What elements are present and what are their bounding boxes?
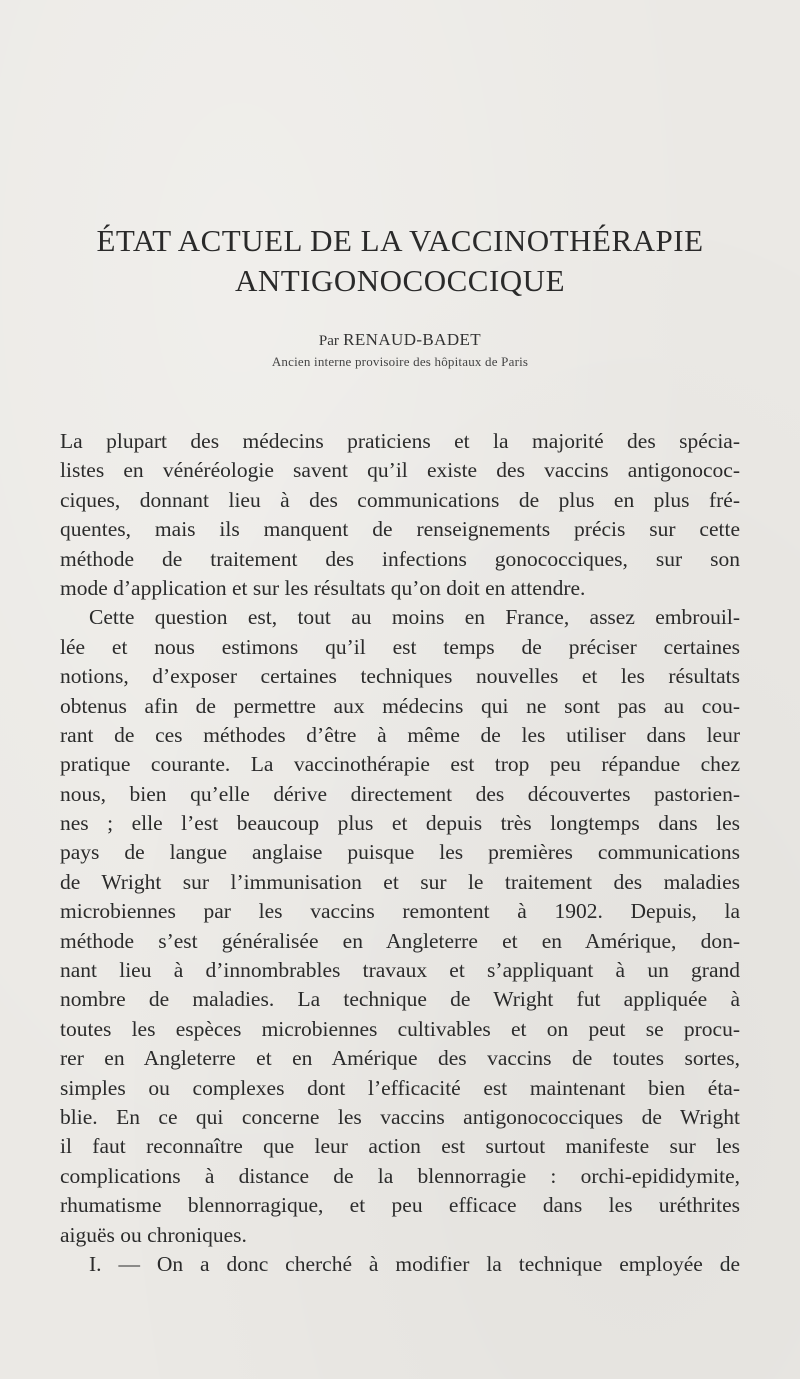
text-line: blie. En ce qui concerne les vaccins antigonococciques de Wright bbox=[60, 1104, 740, 1129]
text-line: nes ; elle l’est beaucoup plus et depuis très longtemps dans les bbox=[60, 811, 740, 836]
text-line: obtenus afin de permettre aux médecins qui ne sont pas au cou- bbox=[60, 693, 740, 718]
text-line: aiguës ou chroniques. bbox=[60, 1222, 247, 1247]
text-line: La plupart des médecins praticiens et la majorité des spécia- bbox=[60, 429, 740, 453]
text-line: méthode s’est généralisée en Angleterre et en Amérique, don- bbox=[60, 928, 740, 953]
text-line: microbiennes par les vaccins remontent à 1902. Depuis, la bbox=[60, 899, 740, 924]
article-body bbox=[60, 427, 740, 1279]
text-line: il faut reconnaître que leur action est surtout manifeste sur les bbox=[60, 1134, 740, 1159]
text-line: pays de langue anglaise puisque les premières communications bbox=[60, 840, 740, 865]
text-line: mode d’application et sur les résultats qu’on doit en attendre. bbox=[60, 575, 586, 600]
text-line: I. — On a donc cherché à modifier la technique employée de bbox=[89, 1251, 740, 1276]
text-line: ciques, donnant lieu à des communications de plus en plus fré- bbox=[60, 487, 740, 512]
text-line: de Wright sur l’immunisation et sur le traitement des maladies bbox=[60, 869, 740, 894]
text-line: pratique courante. La vaccinothérapie est trop peu répandue chez bbox=[60, 752, 740, 777]
byline-prefix: Par bbox=[318, 333, 339, 349]
text-line: méthode de traitement des infections gonococciques, sur son bbox=[60, 546, 740, 571]
text-line: lée et nous estimons qu’il est temps de préciser certaines bbox=[60, 634, 740, 659]
text-line: nant lieu à d’innombrables travaux et s’appliquant à un grand bbox=[60, 958, 740, 983]
author-affiliation: Ancien interne provisoire des hôpitaux de Paris bbox=[271, 354, 529, 369]
author-name: RENAUD-BADET bbox=[343, 330, 482, 349]
text-line: listes en vénéréologie savent qu’il existe des vaccins antigonococ- bbox=[60, 458, 740, 483]
text-line: quentes, mais ils manquent de renseignements précis sur cette bbox=[60, 517, 740, 542]
text-line: notions, d’exposer certaines techniques nouvelles et les résultats bbox=[60, 664, 740, 689]
text-line: nous, bien qu’elle dérive directement des découvertes pastorien- bbox=[60, 781, 740, 806]
article-title-line-2: ANTIGONOCOCCIQUE bbox=[234, 263, 566, 298]
text-line: complications à distance de la blennorragie : orchi-epididymite, bbox=[60, 1163, 740, 1188]
text-line: toutes les espèces microbiennes cultivables et on peut se procu- bbox=[60, 1016, 740, 1041]
text-line: rer en Angleterre et en Amérique des vaccins de toutes sortes, bbox=[60, 1046, 740, 1071]
text-line: simples ou complexes dont l’efficacité est maintenant bien éta- bbox=[60, 1075, 740, 1100]
byline bbox=[60, 330, 740, 351]
text-line: rant de ces méthodes d’être à même de les utiliser dans leur bbox=[60, 722, 740, 747]
text-line: nombre de maladies. La technique de Wright fut appliquée à bbox=[60, 987, 740, 1012]
article-title-line-1: ÉTAT ACTUEL DE LA VACCINOTHÉRAPIE bbox=[96, 223, 704, 258]
text-line: rhumatisme blennorragique, et peu efficace dans les uréthrites bbox=[60, 1193, 740, 1218]
text-line: Cette question est, tout au moins en France, assez embrouil- bbox=[89, 605, 740, 630]
